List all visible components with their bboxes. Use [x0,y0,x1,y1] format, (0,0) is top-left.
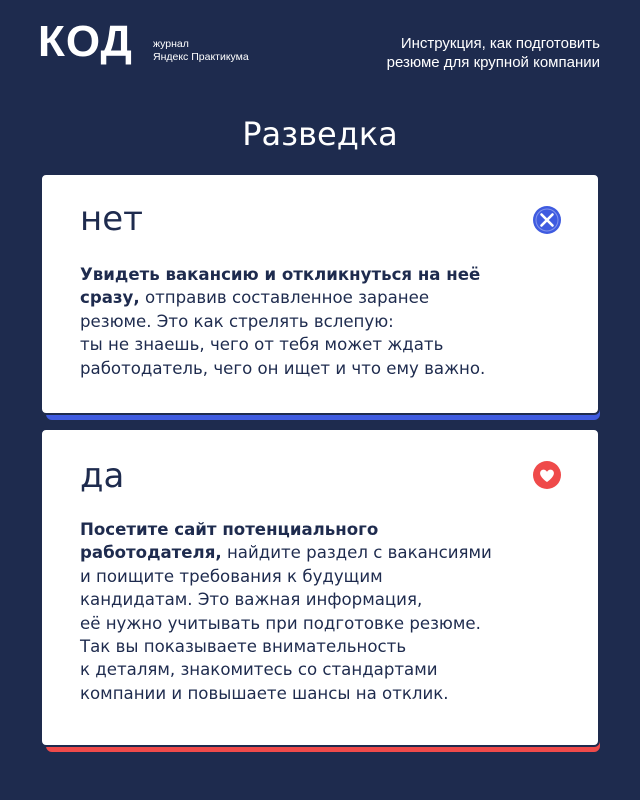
no-card-line-bold: Увидеть вакансию и откликнуться на неё [80,265,481,284]
no-card-line-rest: резюме. Это как стрелять вслепую: [80,311,394,331]
yes-card-line-bold: Посетите сайт потенциального [80,520,379,539]
yes-card-line-rest: компании и повышаете шансы на отклик. [80,683,449,703]
yes-card-line [80,658,492,681]
no-card-line-rest: работодатель, чего он ищет и что ему важно. [80,358,486,378]
yes-card-body [40,428,600,747]
header [0,0,640,90]
yes-card-text [80,518,492,705]
no-card-body [40,173,600,415]
yes-card-line [80,635,492,658]
yes-card-line [80,565,492,588]
tagline-line1: Инструкция, как подготовить [400,35,600,52]
yes-card-line [80,612,492,635]
yes-card-line-rest: Так вы показываете внимательность [80,637,407,657]
no-card [40,173,600,420]
no-card-line-rest: ты не знаешь, чего от тебя может ждать [80,335,444,355]
logo: КОД [38,17,133,66]
tagline [387,34,600,72]
no-card-line-bold: сразу, [80,288,140,308]
tagline-line2: резюме для крупной компании [386,54,600,71]
yes-card-line [80,541,492,564]
logo-subtitle-line1: журнал [153,38,189,50]
no-card-line-rest: отправив составленное заранее [139,288,430,308]
yes-card-heading: да [80,456,125,496]
yes-card-line-rest: к деталям, знакомитесь со стандартами [80,660,438,680]
logo-subtitle [153,38,249,64]
yes-card-line-rest: найдите раздел с вакансиями [221,543,492,563]
close-circle-icon [532,205,562,235]
page-title: Разведка [242,115,398,153]
no-card-line [80,333,485,356]
no-card-heading: нет [80,199,143,239]
yes-card-line-rest: кандидатам. Это важная информация, [80,590,423,610]
yes-card-line-bold: работодателя, [80,543,222,563]
yes-card [40,428,600,752]
heart-circle-icon [532,460,562,490]
no-card-line [80,263,485,286]
yes-card-line-rest: и поищите требования к будущим [80,566,383,586]
no-card-line [80,357,485,380]
logo-subtitle-line2: Яндекс Практикума [153,51,249,63]
yes-card-line [80,518,492,541]
yes-card-line [80,682,492,705]
yes-card-line [80,588,492,611]
no-card-line [80,310,485,333]
no-card-line [80,286,485,309]
yes-card-line-rest: её нужно учитывать при подготовке резюме. [80,613,481,633]
no-card-text [80,263,485,380]
